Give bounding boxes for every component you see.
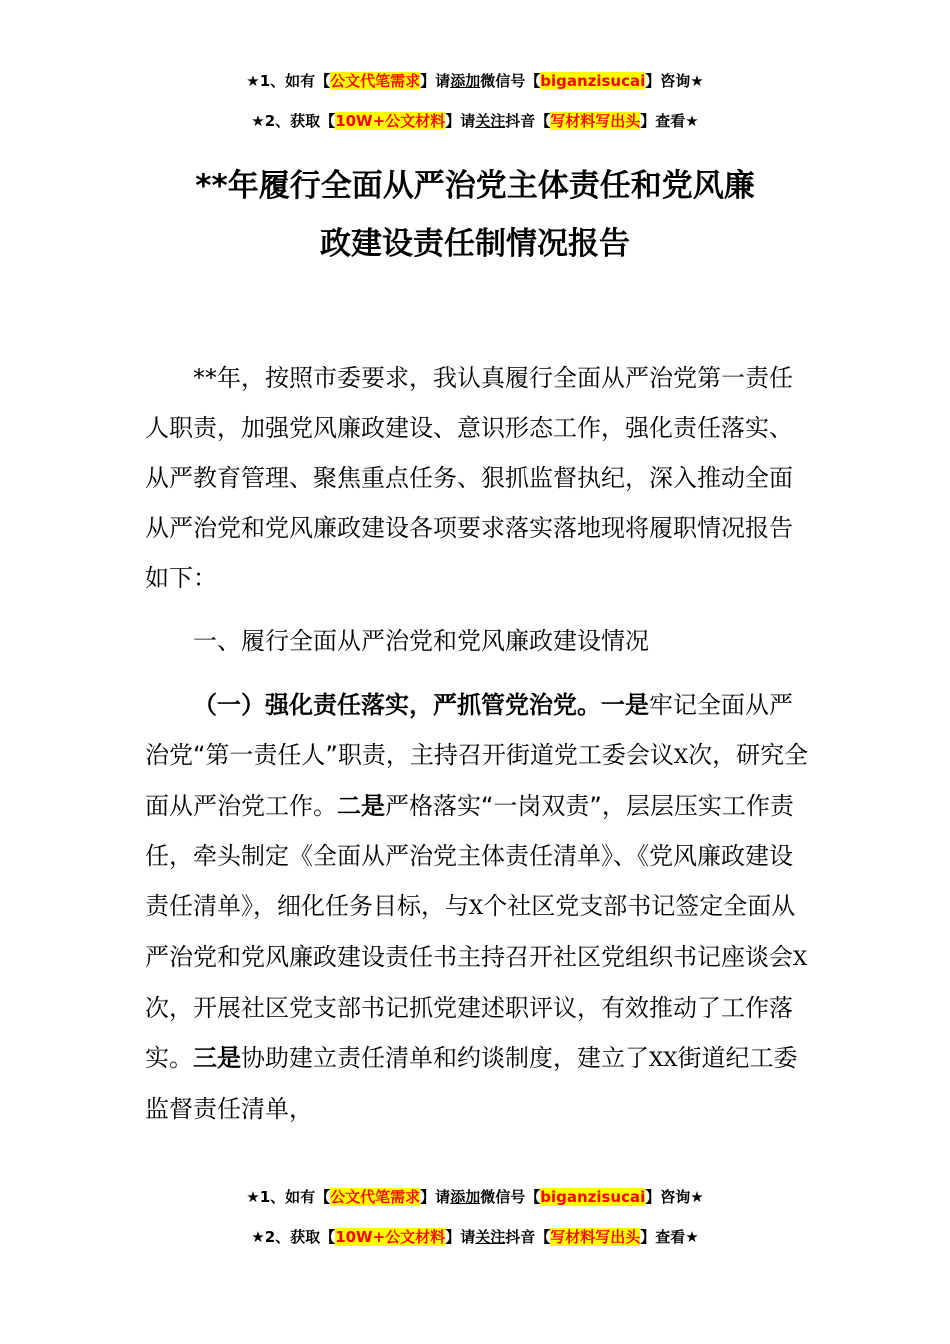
point-text: 街道纪工委监督责任清单， bbox=[145, 1044, 798, 1123]
placeholder-xx: XX bbox=[649, 1047, 678, 1071]
banner-douyin-id: 写材料写出头 bbox=[550, 112, 641, 130]
banner-underline: 关注 bbox=[475, 1228, 506, 1246]
banner-underline: 关注 bbox=[475, 112, 506, 130]
banner-highlight: 公文代笔需求 bbox=[330, 1188, 421, 1206]
banner-text: 抖音【 bbox=[505, 112, 551, 130]
section-heading-1: 一、履行全面从严治党和党风廉政建设情况 bbox=[193, 627, 649, 655]
banner-text: ★1、如有【 bbox=[246, 1188, 331, 1206]
point-lead-1: 一是 bbox=[601, 691, 649, 719]
banner-highlight: 10W+公文材料 bbox=[335, 1228, 446, 1246]
title-line-2: 政建设责任制情况报告 bbox=[320, 226, 630, 262]
banner-highlight: 10W+公文材料 bbox=[335, 112, 446, 130]
intro-paragraph: **年，按照市委要求，我认真履行全面从严治党第一责任人职责，加强党风廉政建设、意识形态工作，强化责任落实、从严教育管理、聚焦重点任务、狠抓监督执纪，深入推动全面从严治党和党风廉政建设各项要求落实落地现将履职情况报告如下： bbox=[145, 364, 793, 592]
point-lead-2: 二是 bbox=[337, 792, 385, 820]
subsection-heading: （一）强化责任落实，严抓管党治党。 bbox=[193, 691, 601, 719]
banner-text: 抖音【 bbox=[505, 1228, 551, 1246]
banner-text: 】查看★ bbox=[640, 1228, 699, 1246]
point-text: 个社区党支部书记签定全面从严治党和党风廉政建设责任书主持召开社区党组织书记座谈会 bbox=[145, 892, 796, 971]
banner-text: 微信号【 bbox=[480, 72, 541, 90]
banner-underline: 添加 bbox=[450, 72, 481, 90]
banner-highlight: 公文代笔需求 bbox=[330, 72, 421, 90]
point-text: 次，研究全面从严治党工作。 bbox=[145, 741, 809, 820]
point-text: 协助建立责任清单和约谈制度，建立了 bbox=[241, 1044, 649, 1072]
banner-text: ★2、获取【 bbox=[251, 112, 336, 130]
title-line-1: **年履行全面从严治党主体责任和党风廉 bbox=[195, 168, 755, 204]
point-text: 次，开展社区党支部书记抓党建述职评议，有效推动了工作落实。 bbox=[145, 994, 793, 1072]
banner-text: 】请 bbox=[445, 1228, 476, 1246]
top-promo-banner bbox=[0, 70, 950, 132]
bottom-promo-banner bbox=[0, 1186, 950, 1248]
point-text: 严格落实“一岗双责”，层层压实工作责任，牵头制定《全面从严治党主体责任清单》、《党风廉政建设责任清单》，细化任务目标，与 bbox=[145, 792, 794, 920]
banner-wechat-id: biganzisucai bbox=[540, 72, 646, 90]
document-body bbox=[145, 353, 813, 1134]
banner-text: 】查看★ bbox=[640, 112, 699, 130]
banner-wechat-id: biganzisucai bbox=[540, 1188, 646, 1206]
banner-text: ★2、获取【 bbox=[251, 1228, 336, 1246]
banner-text: 】咨询★ bbox=[645, 72, 704, 90]
banner-text: 微信号【 bbox=[480, 1188, 541, 1206]
document-title bbox=[0, 157, 950, 273]
banner-text: 】请 bbox=[420, 1188, 451, 1206]
point-lead-3: 三是 bbox=[193, 1044, 241, 1072]
banner-text: 】咨询★ bbox=[645, 1188, 704, 1206]
banner-line-2 bbox=[0, 110, 950, 132]
banner-text: ★1、如有【 bbox=[246, 72, 331, 90]
banner-line-2 bbox=[0, 1226, 950, 1248]
placeholder-x: X bbox=[673, 744, 689, 768]
point-text: 牢记全面从严治党“第一责任人”职责，主持召开街道党工委会议 bbox=[145, 691, 793, 769]
banner-underline: 添加 bbox=[450, 1188, 481, 1206]
banner-text: 】请 bbox=[420, 72, 451, 90]
banner-text: 】请 bbox=[445, 112, 476, 130]
banner-line-1 bbox=[0, 70, 950, 92]
banner-line-1 bbox=[0, 1186, 950, 1208]
placeholder-x: X bbox=[793, 946, 808, 970]
banner-douyin-id: 写材料写出头 bbox=[550, 1228, 641, 1246]
subsection-1-paragraph bbox=[145, 680, 813, 1134]
placeholder-x: X bbox=[469, 895, 484, 919]
